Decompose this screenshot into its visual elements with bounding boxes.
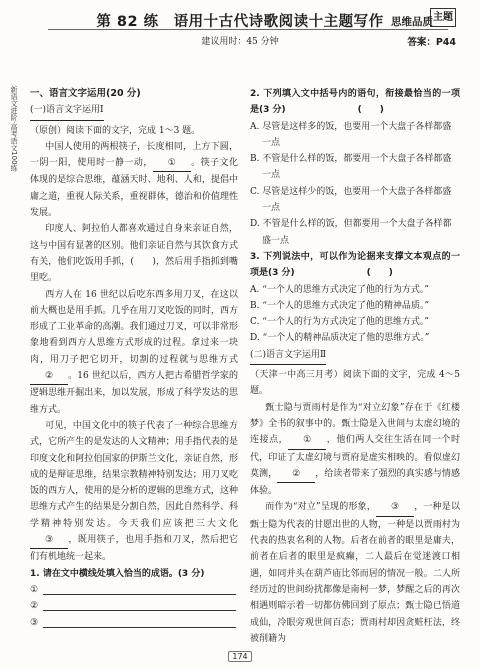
header-rule xyxy=(48,29,448,30)
blank-p2-1[interactable]: ① xyxy=(288,432,326,449)
question-2: 2. 下列填入文中括号内的语句，衔接最恰当的一项是(3 分) ( ) xyxy=(250,89,460,116)
passage-paragraph-2: 印度人、阿拉伯人都喜欢通过自身来亲证自然，这与中国有显著的区别。他们亲证自然与其饮食方式有关，他们吃饭用手抓，( )，然后用手指抓到嘴里吃。 xyxy=(30,224,238,284)
subsection-heading-2: (二)语言文字运用Ⅱ xyxy=(250,347,460,367)
q3-option-d[interactable]: D. “一个人的精神品质决定了他的思维方式。” xyxy=(250,333,430,344)
q3-option-a[interactable]: A. “一个人的思维方式决定了他的行为方式。” xyxy=(250,284,429,295)
left-column xyxy=(30,86,238,631)
reading-intro: （原创）阅读下面的文字，完成 1～3 题。 xyxy=(30,125,201,136)
answer-line-2[interactable]: ② xyxy=(30,598,238,614)
q2-option-a[interactable]: A. 尽管是这样多的饭，也要用一个大盘子各样都盛一点 xyxy=(250,121,452,148)
question-3: 3. 下列说法中，可以作为论据来支撑文本观点的一项是(3 分) ( ) xyxy=(250,251,460,279)
q2-option-b[interactable]: B. 不管是什么样的饭，都要用一个大盘子各样都盛一点 xyxy=(250,154,452,181)
passage2-paragraph-2: 而作为“对立”呈现的形象， ③ ，一种是以甄士隐为代表的甘愿出世的人物，一种是以贾雨村为代表的热衷名利的人物。后者在前者的眼里是庸夫，前者在后者的眼里是疯癫，二人最后在觉迷渡口相遇，如同并头在葫芦庙比邻而居的情况一般。二人所经历过的世间纷扰都像是南柯一梦，梦醒之后的再次相遇则暗示着一切都仿佛回到了原点；甄士隐已悟道成仙，冷眼旁观世间百态；贾雨村却因贪赃枉法，终被削籍为 xyxy=(250,499,460,647)
q3-option-b[interactable]: B. “一个人的思维方式决定了他的精神品质。” xyxy=(250,300,430,311)
blank-p2-2[interactable]: ② xyxy=(277,466,315,483)
q3-option-c[interactable]: C. “一个人的行为方式决定了他的思维方式。” xyxy=(250,317,429,328)
passage-paragraph-4: 可见，中国文化中的筷子代表了一种综合思维方式，它所产生的是发达的人文精神；用手指代表的是印度文化和阿拉伯国家的伊斯兰文化，亲证自然，形成的是辩证思维，结果宗教精神特别发达；用刀叉吃饭的西方人，使用的是分析的逻辑的思维方式，这种思维方式产生的结果是分割自然，因此自然科学、科学精神特别发达。今天我们应该把三大文化③ ，既用筷子，也用手指和刀叉，然后把它们有机地统一起来。 xyxy=(30,420,238,563)
page-number: 174 xyxy=(0,652,480,661)
answer-reference: 答案：P44 xyxy=(407,37,456,48)
q2-option-d[interactable]: D. 不管是什么样的饭，但都要用一个大盘子各样都盛一点 xyxy=(250,219,452,246)
question-1: 1. 请在文中横线处填入恰当的成语。(3 分) xyxy=(30,568,205,579)
brand-label: 思维品质 xyxy=(391,16,433,28)
reading-intro-2: （天津一中高三月考）阅读下面的文字，完成 4～5 题。 xyxy=(250,370,460,397)
blank-1[interactable]: ① xyxy=(153,155,191,172)
answer-line-3[interactable]: ③ xyxy=(30,615,238,631)
answer-line-1[interactable]: ① xyxy=(30,582,238,598)
section-heading: 一、语言文字运用(20 分) xyxy=(30,88,141,99)
suggested-time: 建议用时：45 分钟 xyxy=(201,37,279,47)
passage-paragraph-3: 西方人在 16 世纪以后吃东西多用刀叉，在这以前大概也是用手抓。几乎在用刀叉吃饭的同时，西方形成了工业革命的高潮。我们通过刀叉，可以非常形象地看到西方人思维方式形成的过程。拿过来一块肉，用刀子把它切开，切割的过程就与思维方式② 。16 世纪以后，西方人把古希腊哲学家的逻辑思维开掘出来，加以发展，形成了科学发达的思维方式。 xyxy=(30,289,238,415)
sidebar-book-title: 新语文进阶·高考语文100练 xyxy=(10,86,18,172)
blank-2[interactable]: ② xyxy=(30,368,68,385)
blank-3[interactable]: ③ xyxy=(30,532,68,549)
page-title: 第 82 练 语用十古代诗歌阅读十主题写作 xyxy=(96,14,384,30)
passage2-paragraph-1: 甄士隐与贾雨村是作为“对立幻象”存在于《红楼梦》全书的叙事中的。甄士隐是入世间与太虚幻境的连接点， ① ，他们两人交往生活在同一个时代，印证了太虚幻境与贾府是虚实相映的。看似虚幻莫测， ② ，给读者带来了强烈的真实感与情感体验。 xyxy=(250,402,460,497)
subsection-heading: (一)语言文字运用Ⅰ xyxy=(30,102,238,122)
passage-paragraph-1: 中国人使用的两根筷子，长度相同，上方下圆，一阴一阳，使用时一静一动， ① 。筷子文化体现的是综合思维，蕴涵天时、地利、人和，提倡中庸之道，重视人际关系，重视群体，德治和价值理性发展。 xyxy=(30,141,238,219)
blank-p2-3[interactable]: ③ xyxy=(376,499,414,516)
q2-option-c[interactable]: C. 尽管是这样少的饭，也要用一个大盘子各样都盛一点 xyxy=(250,186,452,214)
brand-box: 主题 xyxy=(430,8,456,27)
right-column xyxy=(250,86,460,647)
